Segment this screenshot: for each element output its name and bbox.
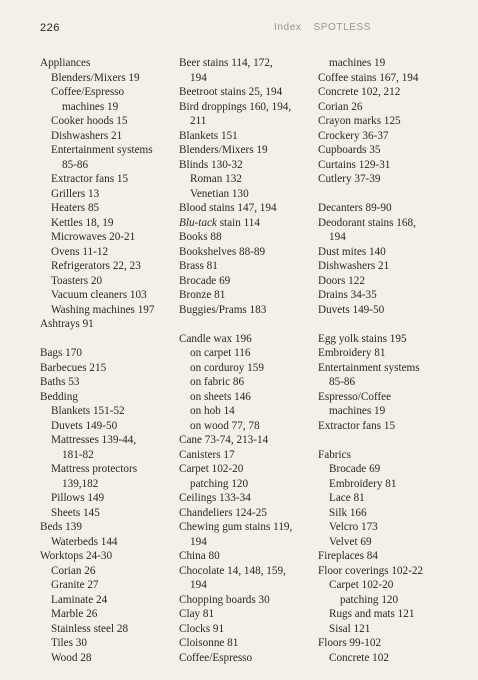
index-entry: Embroidery 81: [318, 347, 386, 359]
index-entry: Bird droppings 160, 194,: [179, 100, 292, 113]
index-subentry: Laminate 24: [51, 593, 108, 606]
index-entry: Crockery 36-37: [318, 129, 389, 142]
index-subentry: Granite 27: [51, 579, 99, 591]
index-subentry: 211: [190, 115, 207, 127]
index-column-1: [40, 56, 185, 665]
index-subentry: Kettles 18, 19: [51, 216, 114, 229]
index-entry: Curtains 129-31: [318, 158, 391, 171]
index-subentry: Wood 28: [51, 651, 92, 664]
index-subentry: Grillers 13: [51, 187, 100, 200]
index-entry: Crayon marks 125: [318, 115, 401, 127]
index-entry: Brass 81: [179, 260, 218, 272]
index-subentry: Duvets 149-50: [51, 419, 118, 432]
index-subentry: Roman 132: [190, 173, 242, 185]
index-subentry: Silk 166: [329, 506, 367, 519]
index-entry: Cutlery 37-39: [318, 173, 381, 185]
index-entry: China 80: [179, 550, 220, 562]
index-subentry: Blenders/Mixers 19: [51, 71, 140, 84]
index-subentry: Vacuum cleaners 103: [51, 289, 147, 301]
index-entry: Ashtrays 91: [40, 318, 94, 330]
running-title: [274, 22, 383, 33]
index-subentry: Extractor fans 15: [51, 173, 129, 185]
index-subentry: Sheets 145: [51, 506, 100, 519]
index-subentry: Pillows 149: [51, 492, 105, 504]
index-subentry: Entertainment systems: [51, 144, 153, 156]
index-entry: Books 88: [179, 231, 222, 243]
index-group-spacer: [179, 317, 324, 332]
index-entry: Blu-tack stain 114: [179, 216, 260, 229]
index-subentry: Cooker hoods 15: [51, 115, 128, 127]
index-subentry: machines 19: [62, 100, 119, 113]
index-entry: Concrete 102, 212: [318, 86, 401, 98]
index-subentry: Coffee/Espresso: [51, 86, 125, 98]
index-subentry: Velvet 69: [329, 535, 372, 548]
index-subentry: on fabric 86: [190, 376, 245, 388]
index-entry: Fabrics: [318, 448, 351, 461]
index-group-spacer: [318, 187, 463, 202]
index-entry: Doors 122: [318, 274, 365, 287]
index-subentry: machines 19: [329, 405, 386, 417]
index-subentry: on corduroy 159: [190, 361, 264, 374]
index-entry: Dishwashers 21: [318, 260, 390, 272]
index-subentry: 194: [190, 579, 207, 591]
index-entry: Drains 34-35: [318, 289, 377, 301]
index-group-spacer: [40, 332, 185, 347]
index-entry: Canisters 17: [179, 448, 235, 461]
index-entry: Espresso/Coffee: [318, 390, 392, 403]
index-subentry: Concrete 102: [329, 651, 389, 664]
index-entry: Blankets 151: [179, 129, 238, 142]
index-subentry: Microwaves 20-21: [51, 231, 136, 243]
running-header: [0, 22, 478, 36]
index-subentry: Ovens 11-12: [51, 245, 109, 258]
index-entry: Baths 53: [40, 376, 80, 388]
index-entry: Ceilings 133-34: [179, 492, 251, 504]
index-entry: Brocade 69: [179, 274, 231, 287]
index-entry: Decanters 89-90: [318, 202, 392, 214]
index-subentry: Velcro 173: [329, 521, 378, 533]
index-entry: Coffee stains 167, 194: [318, 71, 419, 84]
index-entry: Fireplaces 84: [318, 550, 378, 562]
index-entry: Candle wax 196: [179, 332, 252, 345]
index-entry: Cane 73-74, 213-14: [179, 434, 269, 446]
index-entry: Cupboards 35: [318, 144, 381, 156]
index-subentry: on sheets 146: [190, 390, 251, 403]
index-group-spacer: [318, 317, 463, 332]
index-subentry: 181-82: [62, 448, 94, 461]
index-entry: Floors 99-102: [318, 637, 382, 649]
index-entry: Corian 26: [318, 100, 363, 113]
index-subentry: Rugs and mats 121: [329, 608, 415, 620]
index-entry: Appliances: [40, 57, 91, 69]
index-entry: Egg yolk stains 195: [318, 332, 407, 345]
index-subentry: 194: [329, 231, 346, 243]
index-subentry: 85-86: [329, 376, 356, 388]
index-entry: Entertainment systems: [318, 361, 420, 374]
index-subentry: 194: [190, 71, 207, 84]
index-subentry: Sisal 121: [329, 622, 371, 635]
index-subentry: Refrigerators 22, 23: [51, 260, 141, 272]
index-subentry: Heaters 85: [51, 202, 100, 214]
index-entry: Floor coverings 102-22: [318, 564, 424, 577]
index-subentry: Washing machines 197: [51, 303, 155, 316]
page-number: 226: [40, 22, 60, 34]
index-subentry: 85-86: [62, 158, 89, 171]
index-entry: Barbecues 215: [40, 361, 107, 374]
index-subentry: Marble 26: [51, 608, 98, 620]
section-label: Index: [274, 22, 302, 33]
index-subentry: Mattress protectors: [51, 463, 138, 475]
index-subentry: on wood 77, 78: [190, 419, 260, 432]
index-entry: Chopping boards 30: [179, 593, 270, 606]
index-entry: Bookshelves 88-89: [179, 245, 266, 258]
index-entry: Blinds 130-32: [179, 158, 243, 171]
index-entry: Worktops 24-30: [40, 550, 113, 562]
index-entry: Deodorant stains 168,: [318, 216, 416, 229]
index-subentry: patching 120: [190, 477, 249, 490]
index-entry: Blood stains 147, 194: [179, 202, 277, 214]
index-subentry: Dishwashers 21: [51, 129, 123, 142]
index-entry: Clocks 91: [179, 622, 225, 635]
index-entry: Chandeliers 124-25: [179, 506, 267, 519]
index-subentry: Carpet 102-20: [329, 579, 394, 591]
index-subentry: Brocade 69: [329, 463, 381, 475]
index-entry: Cloisonne 81: [179, 637, 239, 649]
index-entry: Bronze 81: [179, 289, 226, 301]
index-entry: Coffee/Espresso: [179, 651, 253, 664]
index-subentry: Mattresses 139-44,: [51, 434, 137, 446]
index-entry: Beds 139: [40, 521, 82, 533]
index-subentry: 194: [190, 535, 207, 548]
index-entry: Chocolate 14, 148, 159,: [179, 564, 286, 577]
index-subentry: Waterbeds 144: [51, 535, 118, 548]
index-subentry: Blankets 151-52: [51, 405, 125, 417]
index-entry: Duvets 149-50: [318, 303, 385, 316]
index-column-2: [179, 56, 324, 665]
index-group-spacer: [318, 433, 463, 448]
index-entry: Bags 170: [40, 347, 82, 359]
index-subentry: patching 120: [340, 593, 399, 606]
index-subentry: Corian 26: [51, 564, 96, 577]
index-entry: Beetroot stains 25, 194: [179, 86, 283, 98]
index-subentry: 139,182: [62, 477, 99, 490]
index-entry: Blenders/Mixers 19: [179, 144, 268, 156]
index-entry: Extractor fans 15: [318, 419, 396, 432]
index-entry: Carpet 102-20: [179, 463, 244, 475]
index-entry: Clay 81: [179, 608, 215, 620]
index-entry: Beer stains 114, 172,: [179, 57, 273, 69]
index-subentry: on hob 14: [190, 405, 235, 417]
index-subentry: Embroidery 81: [329, 477, 397, 490]
index-subentry: Venetian 130: [190, 187, 249, 200]
index-column-3: [318, 56, 463, 665]
book-title: SPOTLESS: [313, 22, 372, 33]
index-subentry: Stainless steel 28: [51, 622, 129, 635]
index-subentry: on carpet 116: [190, 347, 251, 359]
index-subentry: Lace 81: [329, 492, 365, 504]
index-subentry: machines 19: [329, 57, 386, 69]
index-entry: Bedding: [40, 390, 78, 403]
index-entry: Buggies/Prams 183: [179, 303, 267, 316]
index-entry: Dust mites 140: [318, 245, 386, 258]
index-entry: Chewing gum stains 119,: [179, 521, 293, 533]
index-subentry: Toasters 20: [51, 274, 103, 287]
index-subentry: Tiles 30: [51, 637, 87, 649]
